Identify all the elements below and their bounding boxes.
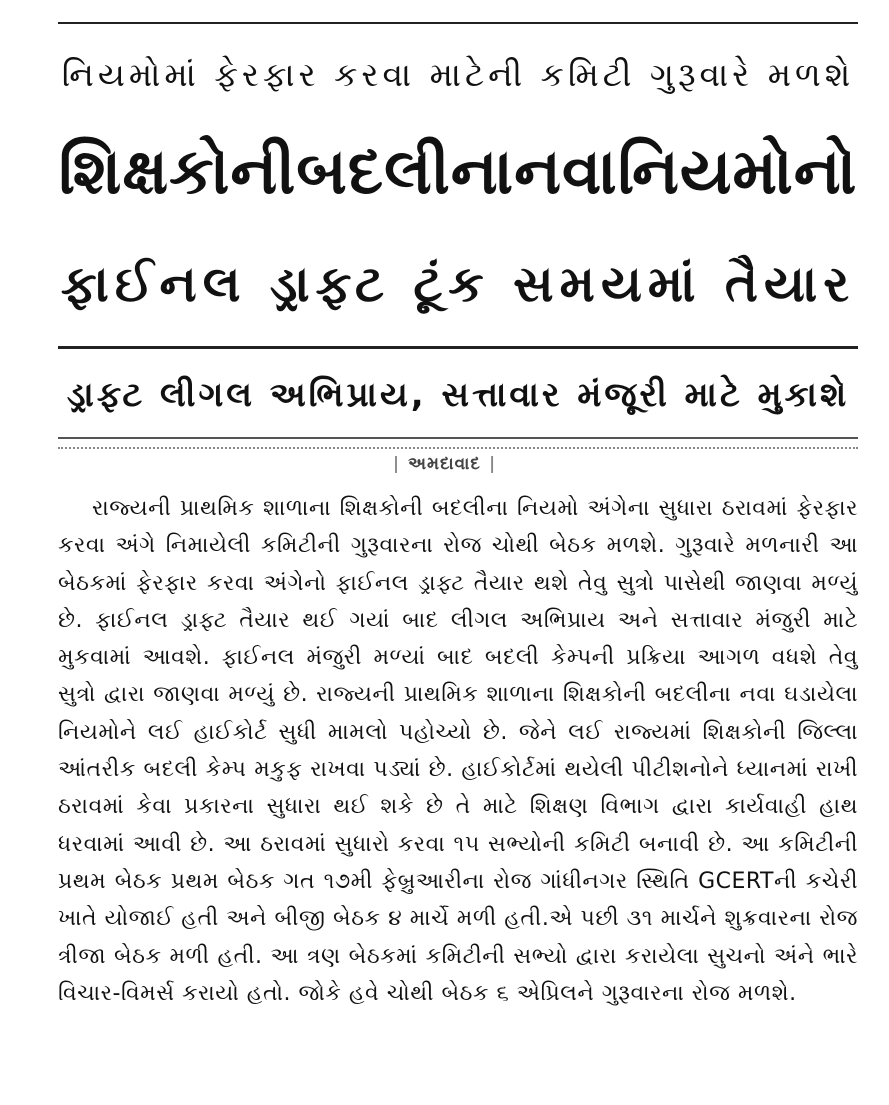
- main-headline-line-2: ફાઈનલ ડ્રાફ્ટ ટૂંક સમયમાં તૈયાર: [60, 255, 856, 313]
- subheadline-rule: [58, 437, 858, 439]
- headline-rule: [58, 346, 858, 349]
- dateline-city: અમદાવાદ: [408, 454, 481, 474]
- dateline: [0, 454, 889, 474]
- dateline-bar-right: |: [488, 454, 497, 474]
- kicker-headline: નિયમોમાં ફેરફાર કરવા માટેની કમિટી ગુરૂવારે મળશે: [61, 55, 855, 94]
- subheadline: ડ્રાફ્ટ લીગલ અભિપ્રાય, સત્તાવાર મંજૂરી માટે મુકાશે: [66, 375, 850, 415]
- dateline-bar-left: |: [392, 454, 401, 474]
- article-body: રાજ્યની પ્રાથમિક શાળાના શિક્ષકોની બદલીના નિયમો અંગેના સુધારા ઠરાવમાં ફેરફાર કરવા અંગે નિમાયેલી કમિટીની ગુરૂવારના રોજ ચોથી બેઠક મળશે. ગુરૂવારે મળનારી આ બેઠકમાં ફેરફાર કરવા અંગેનો ફાઈનલ ડ્રાફ્ટ તૈયાર થશે તેવુ સુત્રો પાસેથી જાણવા મળ્યું છે. ફાઈનલ ડ્રાફ્ટ તૈયાર થઈ ગયાં બાદ લીગલ અભિપ્રાય અને સત્તાવાર મંજુરી માટે મુકવામાં આવશે. ફાઈનલ મંજુરી મળ્યાં બાદ બદલી કેમ્પની પ્રક્રિયા આગળ વધશે તેવુ સુત્રો દ્વારા જાણવા મળ્યું છે. રાજ્યની પ્રાથમિક શાળાના શિક્ષકોની બદલીના નવા ઘડાયેલા નિયમોને લઈ હાઈકોર્ટ સુધી મામલો પહોચ્યો છે. જેને લઈ રાજ્યમાં શિક્ષકોની જિલ્લા આંતરીક બદલી કેમ્પ મકુફ રાખવા પડ્યાં છે. હાઈકોર્ટમાં થયેલી પીટીશનોને ધ્યાનમાં રાખી ઠરાવમાં કેવા પ્રકારના સુધારા થઈ શકે છે તે માટે શિક્ષણ વિભાગ દ્વારા કાર્યવાહી હાથ ધરવામાં આવી છે. આ ઠરાવમાં સુધારો કરવા ૧૫ સભ્યોની કમિટી બનાવી છે. આ કમિટીની પ્રથમ બેઠક પ્રથમ બેઠક ગત ૧૭મી ફેબ્રુઆરીના રોજ ગાંધીનગર સ્થિતિ GCERTની કચેરી ખાતે યોજાઈ હતી અને બીજી બેઠક ૪ માર્ચે મળી હતી.એ પછી ૩૧ માર્ચને શુક્રવારના રોજ ત્રીજા બેઠક મળી હતી. આ ત્રણ બેઠકમાં કમિટીની સભ્યો દ્વારા કરાયેલા સુચનો અંને ભારે વિચાર-વિમર્સ કરાયો હતો. જોકે હવે ચોથી બેઠક ૬ એપ્રિલને ગુરૂવારના રોજ મળશે.: [58, 496, 858, 1006]
- dotted-rule: [58, 447, 858, 449]
- top-rule: [58, 22, 858, 24]
- main-headline-line-1: શિક્ષકોનીબદલીનાનવાનિયમોનો: [58, 135, 858, 208]
